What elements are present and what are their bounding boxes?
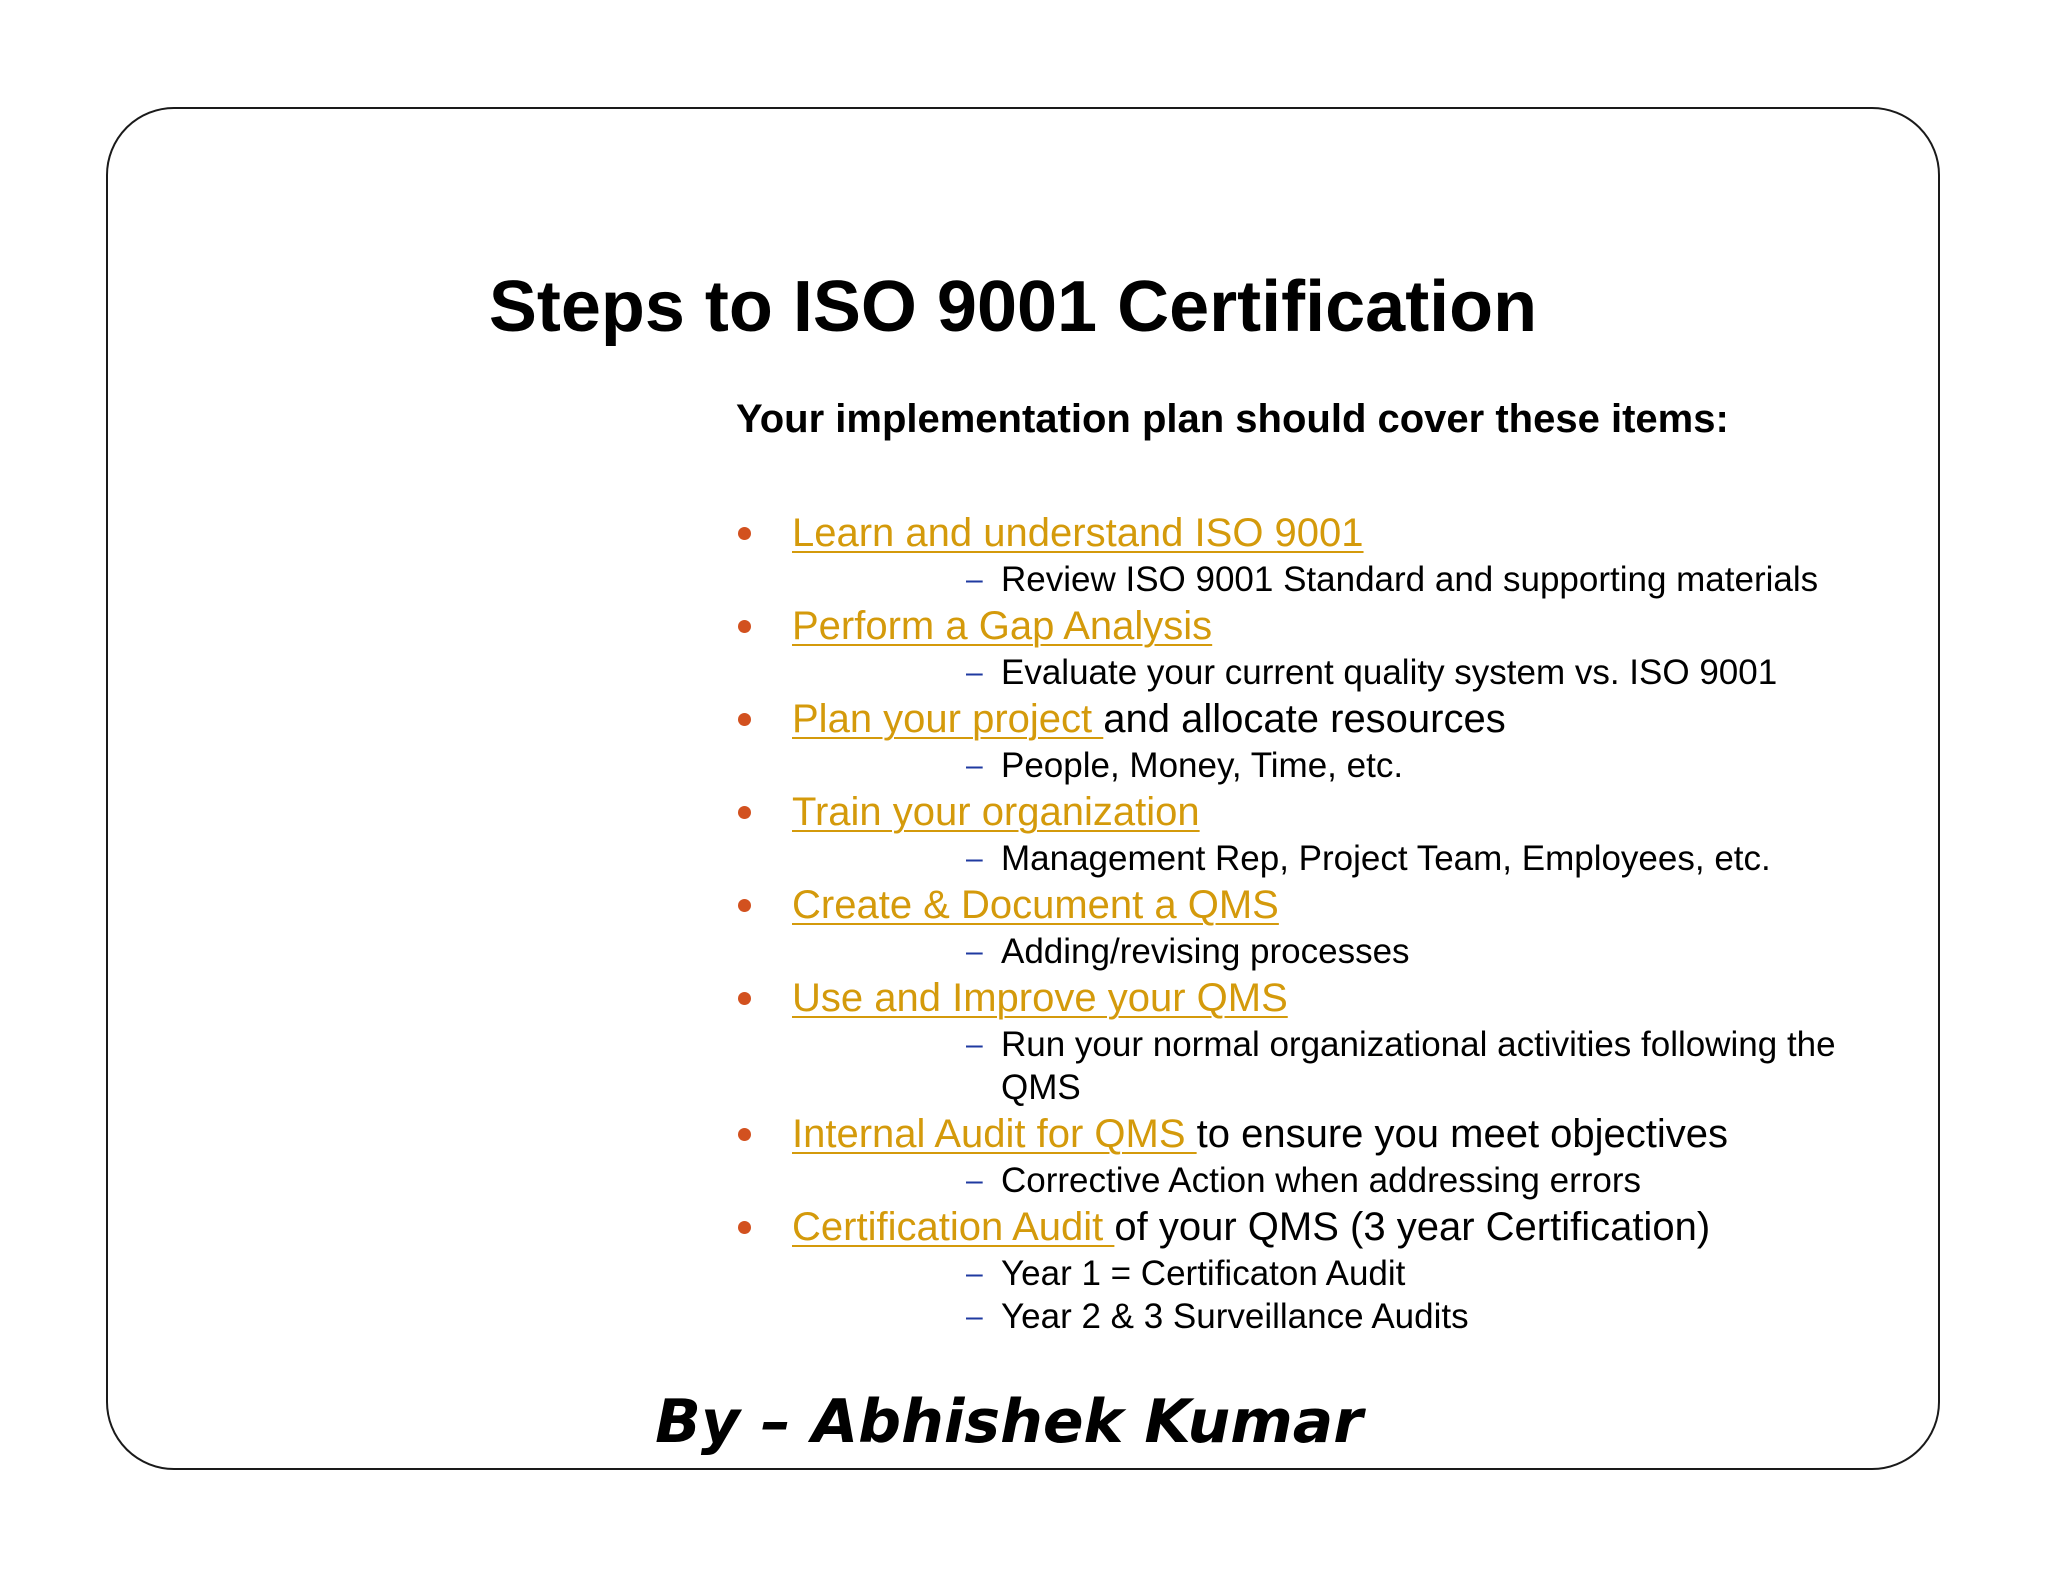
sub-item-text: Evaluate your current quality system vs. ISO 9001 [1001,653,1778,692]
slide-title: Steps to ISO 9001 Certification [488,267,1538,347]
item-link-learn[interactable]: Learn and understand ISO 9001 [792,511,1364,555]
dash-marker: – [966,1164,983,1197]
dash-marker: – [966,1257,983,1290]
item-rest: and allocate resources [1103,697,1506,741]
sub-item-text: Year 2 & 3 Surveillance Audits [1001,1297,1469,1336]
sub-item-text: Review ISO 9001 Standard and supporting materials [1001,560,1819,599]
sub-item-text: People, Money, Time, etc. [1001,746,1404,785]
sub-item-text: Corrective Action when addressing errors [1001,1161,1642,1200]
bullet-icon [738,1221,751,1234]
bullet-icon [738,620,751,633]
dash-marker: – [966,1028,983,1061]
sub-item-text: Year 1 = Certificaton Audit [1001,1254,1406,1293]
sub-item-text: Management Rep, Project Team, Employees, etc. [1001,839,1771,878]
item-link-gap-analysis[interactable]: Perform a Gap Analysis [792,604,1213,648]
dash-marker: – [966,656,983,689]
bullet-icon [738,1128,751,1141]
bullet-icon [738,899,751,912]
bullet-icon [738,992,751,1005]
bullet-icon [738,713,751,726]
item-link-certification-audit[interactable]: Certification Audit [792,1205,1115,1249]
plan-intro: Your implementation plan should cover these items: [736,397,1729,441]
item-rest: of your QMS (3 year Certification) [1114,1205,1711,1249]
author-byline: By – Abhishek Kumar [655,1387,1363,1457]
sub-item-text: Run your normal organizational activities following the [1001,1025,1836,1064]
item-link-use-improve[interactable]: Use and Improve your QMS [792,976,1288,1020]
dash-marker: – [966,842,983,875]
item-rest: to ensure you meet objectives [1196,1112,1729,1156]
sub-item-text: Adding/revising processes [1001,932,1410,971]
sub-item-text: QMS [1001,1068,1081,1107]
dash-marker: – [966,1300,983,1333]
bullet-icon [738,527,751,540]
dash-marker: – [966,563,983,596]
item-link-create-qms[interactable]: Create & Document a QMS [792,883,1279,927]
dash-marker: – [966,749,983,782]
dash-marker: – [966,935,983,968]
item-link-plan-project[interactable]: Plan your project [792,697,1104,741]
bullet-icon [738,806,751,819]
item-link-internal-audit[interactable]: Internal Audit for QMS [792,1112,1197,1156]
item-link-train[interactable]: Train your organization [792,790,1200,834]
